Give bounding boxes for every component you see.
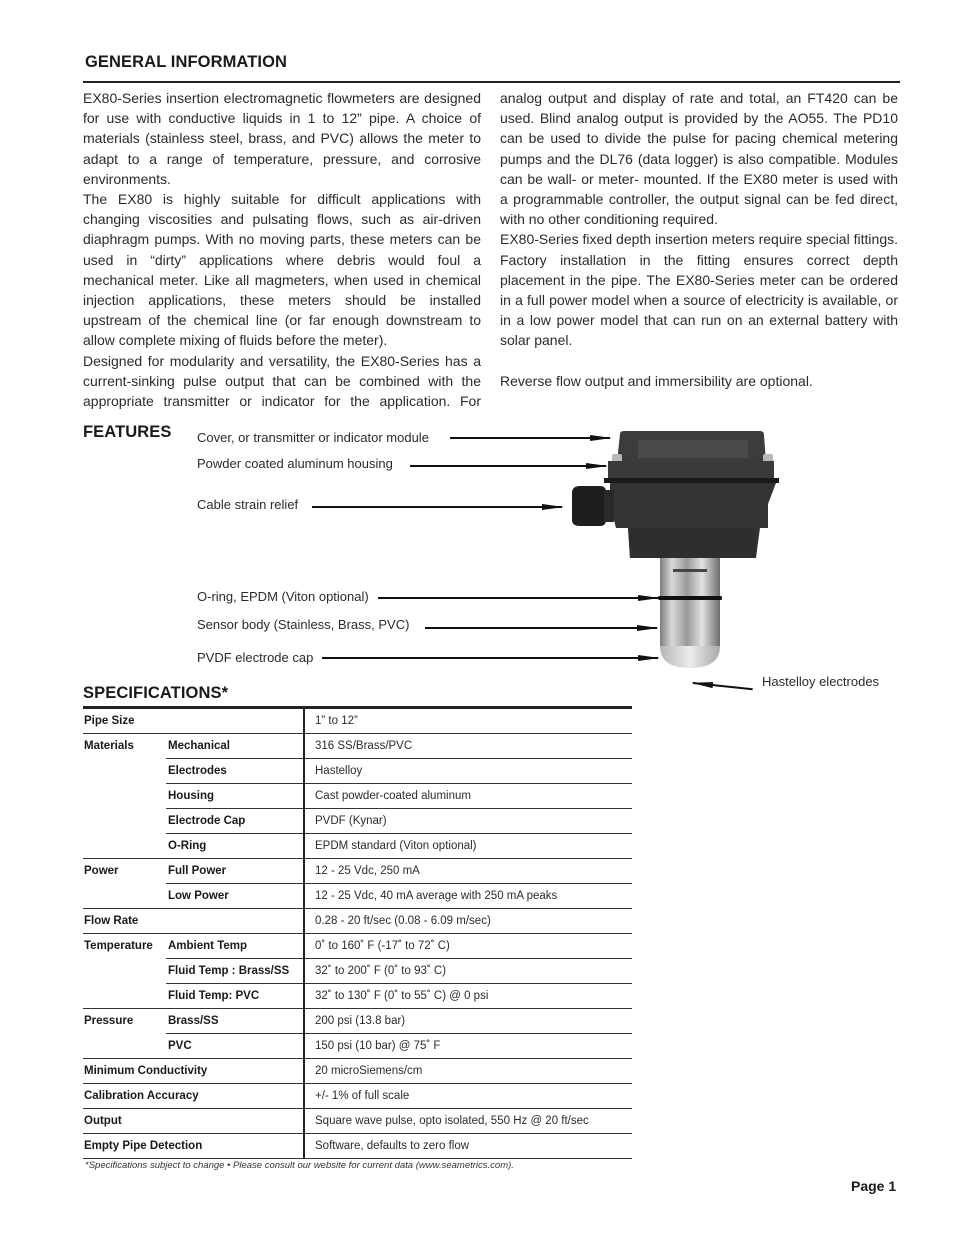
- row-value: 150 psi (10 bar) @ 75˚ F: [315, 1040, 441, 1052]
- callout-electrode-cap: PVDF electrode cap: [197, 650, 314, 665]
- row-label: Materials: [84, 740, 134, 752]
- table-row: [83, 834, 632, 859]
- paragraph: The EX80 is highly suitable for difficult applications with changing viscosities and pulsating flows, such as air-driven diaphragm pumps. With no moving parts, these meters can be used in “dirty” applications where debris would foul a mechanical meter. Like all magmeters, when used in chemical injection applications, these meters should be installed upstream of the chemical line (or far enough downstream to allow complete mixing of fluids before the meter).: [83, 191, 481, 349]
- row-divider: [83, 1158, 632, 1159]
- row-value: EPDM standard (Viton optional): [315, 840, 477, 852]
- features-heading: FEATURES: [83, 423, 172, 441]
- row-sublabel: Mechanical: [168, 740, 230, 752]
- paragraph: Designed for modularity and versatility, the EX80-Series has a current-sinking pulse output that can be combined with the appropriate transmitter or indicator for the application. For: [83, 352, 481, 410]
- row-value: Cast powder-coated aluminum: [315, 790, 471, 802]
- general-info-right-column: [500, 88, 898, 391]
- arrow-left-icon: [693, 682, 753, 690]
- page-number: Page 1: [851, 1178, 897, 1194]
- row-sublabel: Fluid Temp: PVC: [168, 990, 260, 1002]
- paragraph: Reverse flow output and immersibility are optional.: [500, 372, 813, 389]
- table-row: [83, 1059, 632, 1084]
- row-value: Software, defaults to zero flow: [315, 1140, 470, 1152]
- row-value: 32˚ to 200˚ F (0˚ to 93˚ C): [315, 965, 447, 977]
- table-row: [83, 884, 632, 909]
- row-sublabel: Housing: [168, 790, 214, 802]
- callout-sensor-body: Sensor body (Stainless, Brass, PVC): [197, 617, 410, 632]
- table-row: [83, 909, 632, 934]
- table-row: [83, 1034, 632, 1059]
- row-sublabel: Full Power: [168, 865, 227, 877]
- row-sublabel: Low Power: [168, 890, 229, 902]
- table-row: [83, 734, 632, 759]
- table-row: [83, 984, 632, 1009]
- paragraph: analog output and display of rate and total, an FT420 can be used. Blind analog output is provided by the AO55. The PD10 can be used to divide the pulse for pacing chemical metering pumps and the DL76 (data logger) is also compatible. Modules can be wall- or meter- mounted. If the EX80 meter is used with a programmable controller, the output signal can be fed direct, with no other conditioning required.: [500, 90, 898, 228]
- paragraph: EX80-Series insertion electromagnetic flowmeters are designed for use with conductive liquids in 1 to 12” pipe. A choice of materials (stainless steel, brass, and PVC) allows the meter to adapt to a range of temperature, pressure, and corrosive environments.: [83, 90, 481, 187]
- specifications-table: [83, 709, 632, 1159]
- row-label: Pressure: [84, 1015, 134, 1027]
- row-sublabel: PVC: [168, 1040, 192, 1052]
- specifications-footnote: *Specifications subject to change • Please consult our website for current data (www.seametrics.com).: [85, 1160, 514, 1171]
- table-row: [83, 759, 632, 784]
- row-label: Pipe Size: [84, 715, 135, 727]
- row-label: Minimum Conductivity: [84, 1065, 208, 1077]
- table-row: [83, 784, 632, 809]
- row-value: 0˚ to 160˚ F (-17˚ to 72˚ C): [315, 940, 450, 952]
- row-value: PVDF (Kynar): [315, 815, 387, 827]
- table-row: [83, 1109, 632, 1134]
- row-value: 1” to 12”: [315, 715, 358, 727]
- row-label: Flow Rate: [84, 915, 139, 927]
- row-sublabel: O-Ring: [168, 840, 207, 852]
- table-column-divider: [303, 709, 305, 1159]
- row-sublabel: Electrodes: [168, 765, 227, 777]
- row-label: Temperature: [84, 940, 153, 952]
- table-row: [83, 709, 632, 734]
- row-value: 0.28 - 20 ft/sec (0.08 - 6.09 m/sec): [315, 915, 491, 927]
- row-value: 32˚ to 130˚ F (0˚ to 55˚ C) @ 0 psi: [315, 990, 489, 1002]
- specifications-heading: SPECIFICATIONS*: [83, 684, 229, 702]
- row-value: 200 psi (13.8 bar): [315, 1015, 406, 1027]
- row-sublabel: Ambient Temp: [168, 940, 248, 952]
- row-value: 12 - 25 Vdc, 250 mA: [315, 865, 420, 877]
- table-row: [83, 1009, 632, 1034]
- table-row: [83, 934, 632, 959]
- table-row: [83, 959, 632, 984]
- table-row: [83, 1134, 632, 1159]
- spacer: [500, 351, 898, 371]
- arrow-right-icon: [312, 506, 562, 508]
- row-label: Empty Pipe Detection: [84, 1140, 203, 1152]
- general-info-left-column: [83, 88, 481, 411]
- general-information-heading: GENERAL INFORMATION: [85, 53, 288, 71]
- row-value: +/- 1% of full scale: [315, 1090, 410, 1102]
- callout-cable-strain-relief: Cable strain relief: [197, 497, 299, 512]
- row-label: Calibration Accuracy: [84, 1090, 199, 1102]
- callout-cover-module: Cover, or transmitter or indicator module: [197, 430, 429, 445]
- callout-o-ring: O-ring, EPDM (Viton optional): [197, 589, 369, 604]
- callout-hastelloy-electrodes: Hastelloy electrodes: [762, 674, 880, 689]
- row-sublabel: Fluid Temp : Brass/SS: [168, 965, 290, 977]
- row-value: Square wave pulse, opto isolated, 550 Hz @ 20 ft/sec: [315, 1115, 589, 1127]
- row-label: Output: [84, 1115, 122, 1127]
- row-value: 12 - 25 Vdc, 40 mA average with 250 mA peaks: [315, 890, 558, 902]
- section-divider: [83, 81, 900, 83]
- row-value: 316 SS/Brass/PVC: [315, 740, 413, 752]
- callout-housing: Powder coated aluminum housing: [197, 456, 393, 471]
- row-label: Power: [84, 865, 119, 877]
- row-sublabel: Brass/SS: [168, 1015, 219, 1027]
- row-value: 20 microSiemens/cm: [315, 1065, 423, 1077]
- table-row: [83, 809, 632, 834]
- table-row: [83, 1084, 632, 1109]
- row-value: Hastelloy: [315, 765, 363, 777]
- flowmeter-product-image: [560, 428, 790, 673]
- row-sublabel: Electrode Cap: [168, 815, 246, 827]
- paragraph: EX80-Series fixed depth insertion meters require special fittings. Factory installation in the fitting ensures correct depth placement in the pipe. The EX80-Series meter can be ordered in a full power model when a source of electricity is available, or in a low power model that can run on an external battery with solar panel.: [500, 231, 898, 349]
- table-row: [83, 859, 632, 884]
